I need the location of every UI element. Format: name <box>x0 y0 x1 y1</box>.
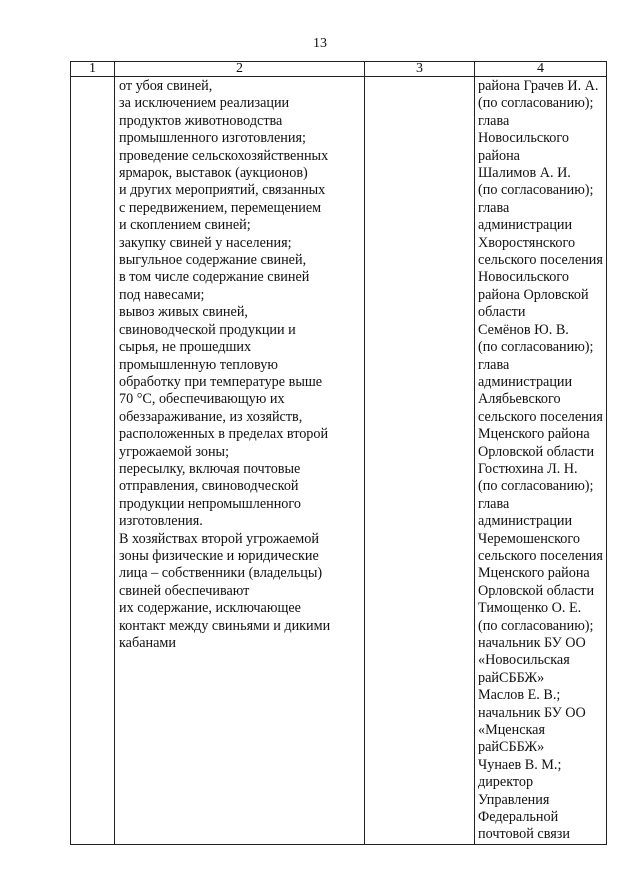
cell-col3 <box>365 77 475 845</box>
text-line: Чунаев В. М.; <box>478 756 562 773</box>
text-line: глава <box>478 495 510 512</box>
text-line: под навесами; <box>119 286 205 303</box>
text-line: администрации <box>478 513 573 530</box>
text-line: глава <box>478 356 510 373</box>
text-line: ярмарок, выставок (аукционов) <box>119 165 308 182</box>
text-line: промышленного изготовления; <box>119 130 306 147</box>
text-line: угрожаемой зоны; <box>119 443 230 460</box>
text-line: свиней обеспечивают <box>119 582 250 599</box>
text-line: начальник БУ ОО <box>478 635 586 651</box>
text-line: района <box>478 147 520 164</box>
text-line: райСББЖ» <box>478 669 545 686</box>
text-line: глава <box>478 112 510 129</box>
document-table <box>70 61 607 845</box>
text-line: за исключением реализации <box>119 95 290 112</box>
text-line: продукции непромышленного <box>119 495 301 512</box>
text-line: Алябьевского <box>478 391 561 408</box>
text-line: Шалимов А. И. <box>478 165 571 182</box>
text-line: Управления <box>478 791 550 808</box>
cell-col1 <box>71 77 115 845</box>
text-line: свиноводческой продукции и <box>119 321 296 338</box>
text-line: сельского поселения <box>478 547 603 564</box>
text-line: контакт между свиньями и дикими <box>119 617 331 634</box>
text-line: директор <box>478 774 534 791</box>
text-line: Новосильского <box>478 130 569 147</box>
table-row <box>71 77 607 845</box>
text-line: «Мценская <box>478 722 545 739</box>
page-number: 13 <box>313 36 327 51</box>
text-line: 70 °С, обеспечивающую их <box>119 391 285 408</box>
text-line: глава <box>478 199 510 216</box>
text-line: (по согласованию); <box>478 182 594 199</box>
text-line: сельского поселения <box>478 252 603 269</box>
text-line: и скоплением свиней; <box>119 217 251 234</box>
cell-col4-responsible <box>475 77 607 845</box>
text-line: зоны физические и юридические <box>119 547 319 564</box>
text-line: обеззараживание, из хозяйств, <box>119 408 303 425</box>
text-line: (по согласованию); <box>478 617 594 634</box>
text-line: закупку свиней у населения; <box>119 234 292 251</box>
cell-col2-measures <box>115 77 365 845</box>
text-line: В хозяйствах второй угрожаемой <box>119 530 319 547</box>
text-line: Черемошенского <box>478 530 580 547</box>
header-cell-3: 3 <box>365 62 475 77</box>
header-cell-1: 1 <box>71 62 115 77</box>
text-line: администрации <box>478 217 573 234</box>
text-line: сырья, не прошедших <box>119 339 252 356</box>
text-line: Гостюхина Л. Н. <box>478 460 578 477</box>
text-line: района Орловской <box>478 286 589 303</box>
text-line: сельского поселения <box>478 408 603 425</box>
text-line: «Новосильская <box>478 652 570 669</box>
text-line: проведение сельскохозяйственных <box>119 147 329 164</box>
text-line: пересылку, включая почтовые <box>119 460 301 477</box>
text-line: обработку при температуре выше <box>119 373 323 390</box>
header-cell-2: 2 <box>115 62 365 77</box>
text-line: и других мероприятий, связанных <box>119 182 326 199</box>
text-line: продуктов животноводства <box>119 112 283 129</box>
text-line: расположенных в пределах второй <box>119 426 329 443</box>
text-line: Хворостянского <box>478 234 576 251</box>
text-line: начальник БУ ОО <box>478 704 586 721</box>
text-line: Мценского района <box>478 565 590 582</box>
text-line: от убоя свиней, <box>119 78 213 94</box>
text-line: (по согласованию); <box>478 339 594 356</box>
text-line: в том числе содержание свиней <box>119 269 310 286</box>
text-line: администрации <box>478 373 573 390</box>
text-line: Орловской области <box>478 582 595 599</box>
text-line: лица – собственники (владельцы) <box>119 565 323 582</box>
text-line: почтовой связи <box>478 826 570 843</box>
text-line: Федеральной <box>478 809 559 826</box>
text-line: (по согласованию); <box>478 478 594 495</box>
text-line: Новосильского <box>478 269 569 286</box>
text-line: выгульное содержание свиней, <box>119 252 307 269</box>
text-line: промышленную тепловую <box>119 356 278 373</box>
text-line: изготовления. <box>119 513 203 530</box>
text-line: Тимощенко О. Е. <box>478 600 582 617</box>
text-line: области <box>478 304 526 321</box>
text-line: с передвижением, перемещением <box>119 199 322 216</box>
text-line: райСББЖ» <box>478 739 545 756</box>
text-line: вывоз живых свиней, <box>119 304 248 321</box>
text-line: (по согласованию); <box>478 95 594 112</box>
text-line: их содержание, исключающее <box>119 600 301 617</box>
text-line: Семёнов Ю. В. <box>478 321 569 338</box>
table-header-row <box>71 62 607 77</box>
text-line: Орловской области <box>478 443 595 460</box>
header-cell-4: 4 <box>475 62 607 77</box>
text-line: кабанами <box>119 635 176 651</box>
text-line: района Грачев И. А. <box>478 78 599 94</box>
text-line: отправления, свиноводческой <box>119 478 299 495</box>
text-line: Мценского района <box>478 426 590 443</box>
text-line: Маслов Е. В.; <box>478 687 561 704</box>
